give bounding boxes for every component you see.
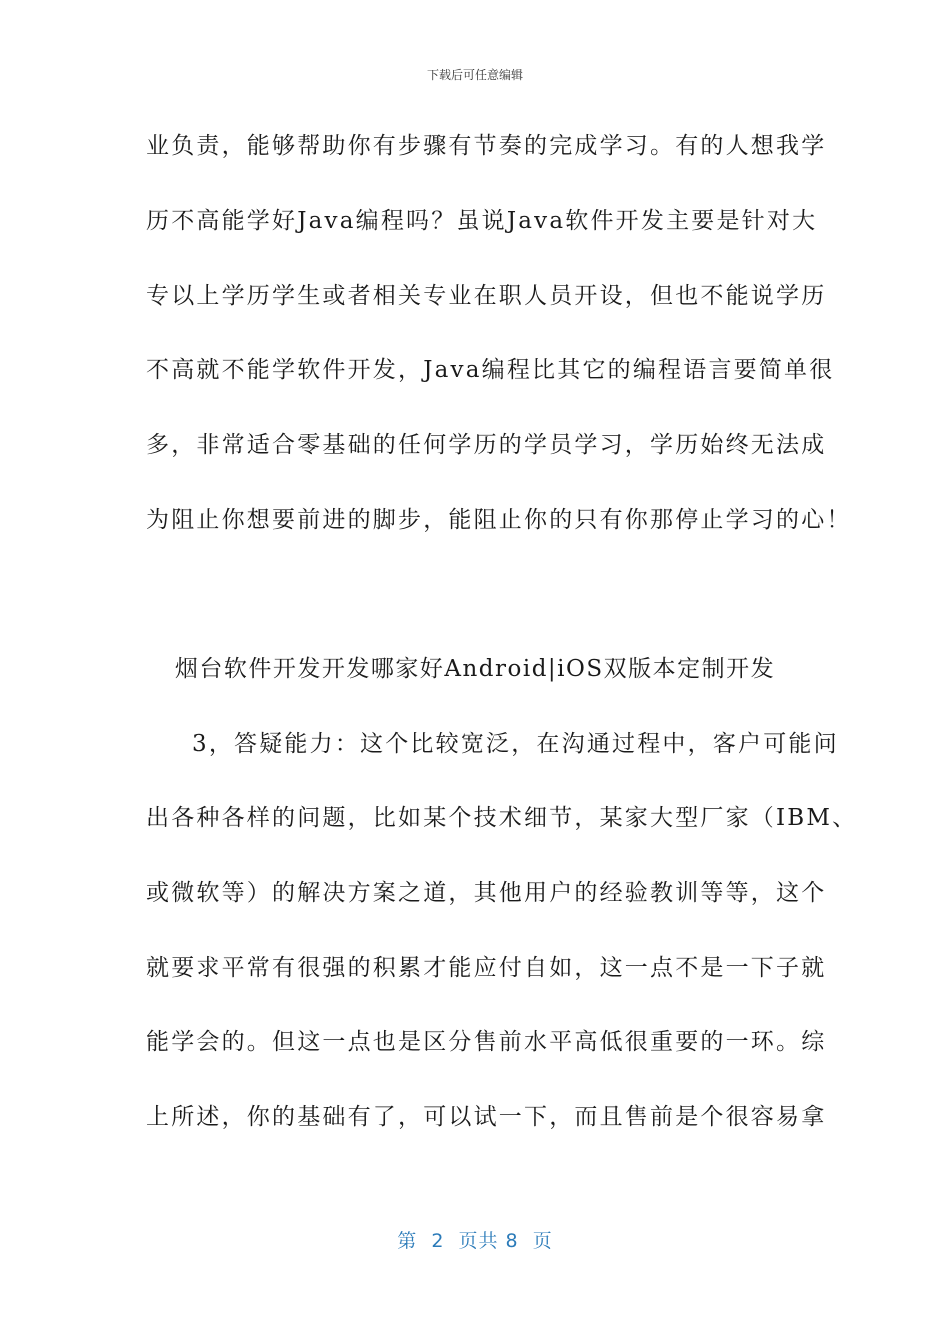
paragraph-line: 就要求平常有很强的积累才能应付自如，这一点不是一下子就	[146, 955, 827, 981]
paragraph-line: 3，答疑能力：这个比较宽泛，在沟通过程中，客户可能问	[192, 731, 839, 757]
paragraph-line: 专以上学历学生或者相关专业在职人员开设，但也不能说学历	[146, 283, 827, 309]
paragraph-line: 多，非常适合零基础的任何学历的学员学习，学历始终无法成	[146, 432, 827, 458]
paragraph-line: 历不高能学好Java编程吗？虽说Java软件开发主要是针对大	[146, 208, 818, 234]
paragraph-line: 上所述，你的基础有了，可以试一下，而且售前是个很容易拿	[146, 1104, 827, 1130]
paragraph-line: 或微软等）的解决方案之道，其他用户的经验教训等等，这个	[146, 880, 827, 906]
page-number-footer: 第 2 页共 8 页	[397, 1230, 553, 1252]
paragraph-line: 为阻止你想要前进的脚步，能阻止你的只有你那停止学习的心！	[146, 507, 852, 533]
paragraph-line: 出各种各样的问题，比如某个技术细节，某家大型厂家（IBM、	[146, 805, 858, 831]
paragraph-line: 不高就不能学软件开发，Java编程比其它的编程语言要简单很	[146, 357, 835, 383]
paragraph-line: 能学会的。但这一点也是区分售前水平高低很重要的一环。综	[146, 1029, 827, 1055]
page-header: 下载后可任意编辑	[426, 68, 523, 82]
section-heading: 烟台软件开发开发哪家好Android|iOS双版本定制开发	[174, 656, 776, 682]
paragraph-line: 业负责，能够帮助你有步骤有节奏的完成学习。有的人想我学	[146, 133, 827, 159]
